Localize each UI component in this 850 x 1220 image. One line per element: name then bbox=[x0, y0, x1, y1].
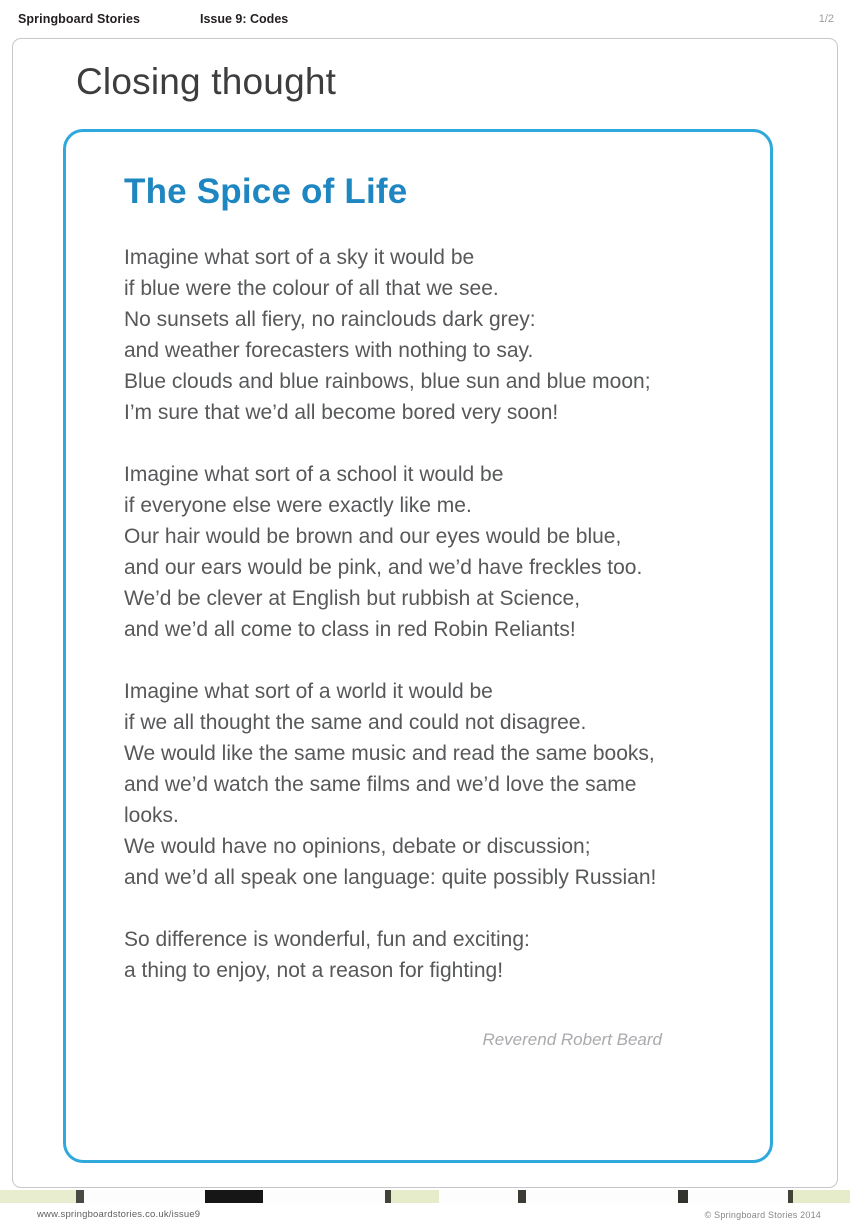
poem-line: We would like the same music and read the same books, bbox=[124, 742, 655, 765]
clipped-thumbnail bbox=[678, 1190, 688, 1203]
poem-line: Blue clouds and blue rainbows, blue sun and blue moon; bbox=[124, 370, 651, 393]
poem-line: and we’d all come to class in red Robin Reliants! bbox=[124, 618, 576, 641]
issue-title: Issue 9: Codes bbox=[200, 12, 289, 26]
poem-line: Imagine what sort of a sky it would be bbox=[124, 246, 475, 269]
poem-author: Reverend Robert Beard bbox=[482, 1030, 662, 1049]
clipped-thumbnail bbox=[391, 1190, 439, 1203]
poem-line: and we’d watch the same films and we’d love the same bbox=[124, 773, 637, 796]
poem-line: I’m sure that we’d all become bored very soon! bbox=[124, 401, 559, 424]
page-indicator: 1/2 bbox=[818, 13, 834, 25]
poem-stanza bbox=[124, 459, 750, 645]
page-sheet bbox=[12, 38, 838, 1220]
poem-line: if blue were the colour of all that we see. bbox=[124, 277, 499, 300]
poem-stanza bbox=[124, 924, 750, 986]
poem-stanza bbox=[124, 676, 750, 893]
poem-line: if everyone else were exactly like me. bbox=[124, 494, 472, 517]
clipped-thumbnail bbox=[76, 1190, 84, 1203]
footer-url: www.springboardstories.co.uk/issue9 bbox=[37, 1209, 201, 1220]
poem-title: The Spice of Life bbox=[124, 172, 408, 211]
page-title: Closing thought bbox=[76, 61, 337, 102]
brand-title: Springboard Stories bbox=[18, 12, 141, 26]
poem-body bbox=[124, 242, 750, 986]
poem-stanza bbox=[124, 242, 750, 428]
poem-line: and our ears would be pink, and we’d have freckles too. bbox=[124, 556, 643, 579]
clipped-thumbnail-strip bbox=[0, 1190, 850, 1203]
document-header bbox=[0, 0, 850, 32]
clipped-thumbnail bbox=[0, 1190, 78, 1203]
clipped-thumbnail bbox=[518, 1190, 526, 1203]
poem-line: if we all thought the same and could not disagree. bbox=[124, 711, 587, 734]
poem-line: looks. bbox=[124, 804, 179, 827]
poem-line: We would have no opinions, debate or discussion; bbox=[124, 835, 591, 858]
poem-line: No sunsets all fiery, no rainclouds dark grey: bbox=[124, 308, 536, 331]
clipped-thumbnail bbox=[205, 1190, 263, 1203]
poem-line: We’d be clever at English but rubbish at Science, bbox=[124, 587, 581, 610]
poem-panel bbox=[63, 129, 773, 1163]
footer-copyright: © Springboard Stories 2014 bbox=[704, 1210, 821, 1220]
poem-line: Our hair would be brown and our eyes would be blue, bbox=[124, 525, 622, 548]
poem-line: and weather forecasters with nothing to say. bbox=[124, 339, 534, 362]
poem-line: So difference is wonderful, fun and exciting: bbox=[124, 928, 530, 951]
poem-line: and we’d all speak one language: quite possibly Russian! bbox=[124, 866, 657, 889]
clipped-thumbnail bbox=[793, 1190, 850, 1203]
poem-line: a thing to enjoy, not a reason for fighting! bbox=[124, 959, 504, 982]
poem-line: Imagine what sort of a school it would be bbox=[124, 463, 504, 486]
poem-line: Imagine what sort of a world it would be bbox=[124, 680, 493, 703]
